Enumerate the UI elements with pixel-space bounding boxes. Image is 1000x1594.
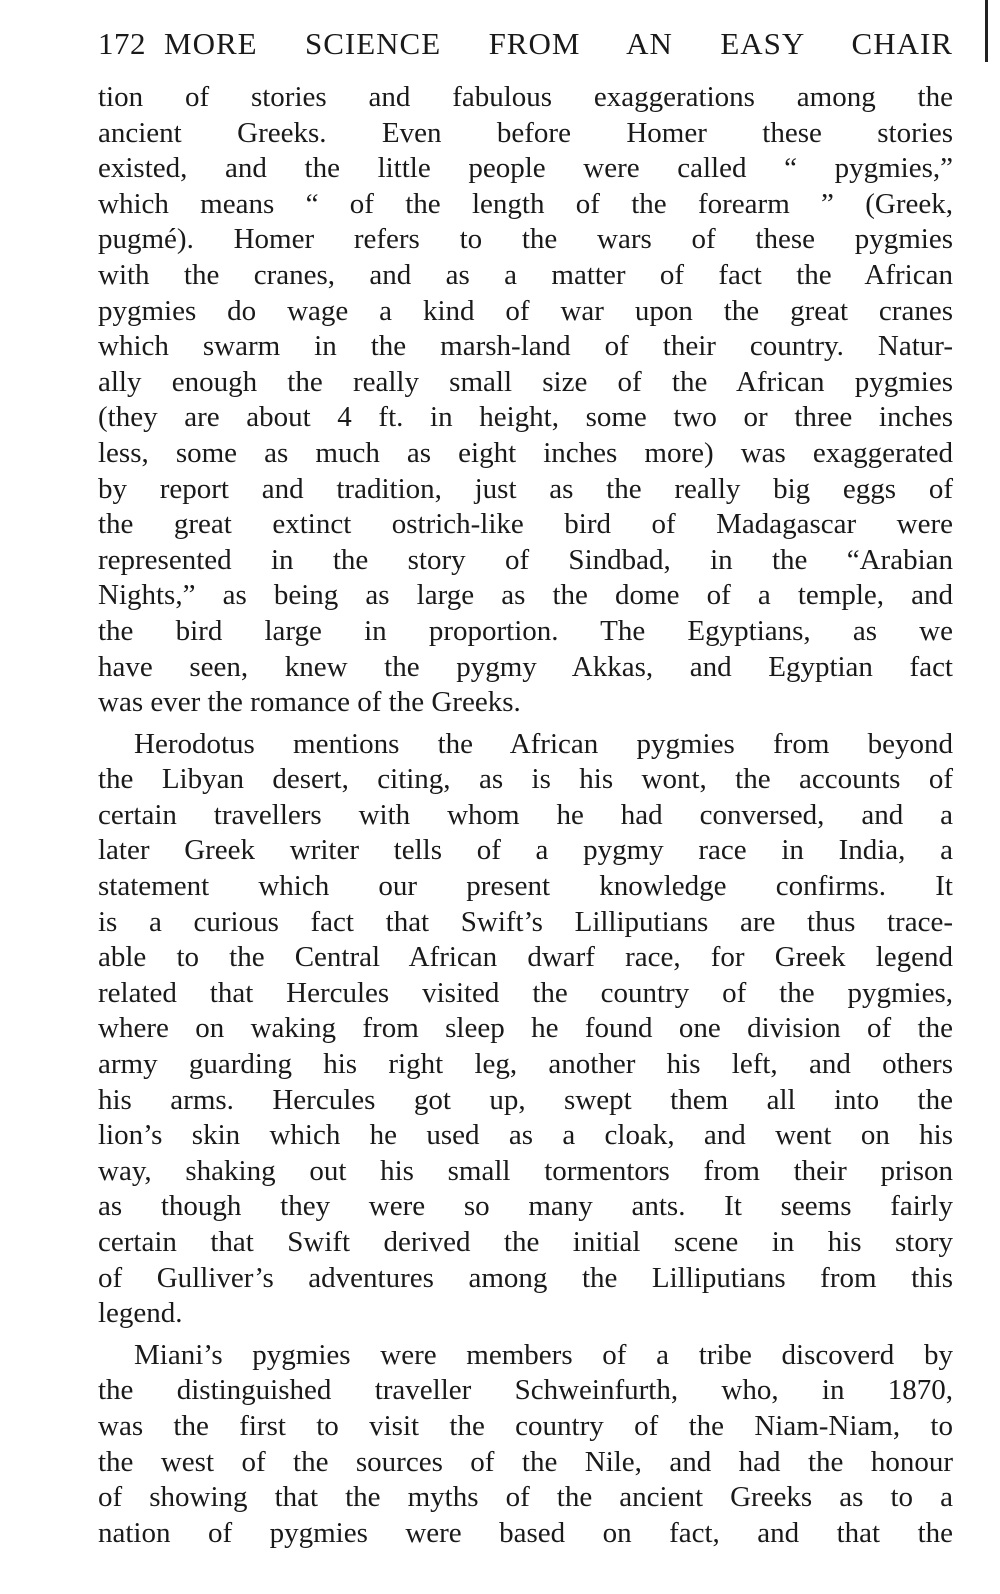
text-line: related that Hercules visited the country of the pygmies, (98, 976, 953, 1009)
text-line: Nights,” as being as large as the dome of a temple, and (98, 579, 953, 612)
text-line: lion’s skin which he used as a cloak, and went on his (98, 1119, 953, 1152)
text-line: existed, and the little people were called “ pygmies,” (98, 152, 953, 185)
text-line: represented in the story of Sindbad, in the “Arabian (98, 543, 953, 576)
text-line: where on waking from sleep he found one division of the (98, 1012, 953, 1045)
text-line: which swarm in the marsh-land of their country. Natur- (98, 330, 953, 363)
text-line: Miani’s pygmies were members of a tribe discoverd by (134, 1338, 953, 1371)
paragraph (98, 1338, 953, 1552)
text-line: by report and tradition, just as the really big eggs of (98, 472, 953, 505)
text-line: pugmé). Homer refers to the wars of these pygmies (98, 223, 953, 256)
text-line: of Gulliver’s adventures among the Lilliputians from this (98, 1261, 953, 1294)
page-header (98, 26, 953, 70)
paragraph (98, 80, 953, 721)
text-line: which means “ of the length of the forearm ” (Greek, (98, 187, 953, 220)
page-edge-rule (985, 0, 988, 62)
text-line: ally enough the really small size of the African pygmies (98, 365, 953, 398)
text-line: the great extinct ostrich-like bird of Madagascar were (98, 508, 953, 541)
text-line: pygmies do wage a kind of war upon the great cranes (98, 294, 953, 327)
text-line: certain that Swift derived the initial scene in his story (98, 1226, 953, 1258)
text-line: the distinguished traveller Schweinfurth, who, in 1870, (98, 1374, 953, 1407)
text-line: the bird large in proportion. The Egyptians, as we (98, 614, 953, 647)
text-line: able to the Central African dwarf race, for Greek legend (98, 941, 953, 974)
text-line: army guarding his right leg, another his left, and others (98, 1048, 953, 1081)
text-line: the west of the sources of the Nile, and had the honour (98, 1445, 953, 1478)
text-line: his arms. Hercules got up, swept them all into the (98, 1083, 953, 1116)
text-line: certain travellers with whom he had conversed, and a (98, 798, 953, 831)
text-line: was the first to visit the country of the Niam-Niam, to (98, 1409, 953, 1442)
text-line: with the cranes, and as a matter of fact the African (98, 258, 953, 291)
text-line: way, shaking out his small tormentors from their prison (98, 1154, 953, 1187)
text-line: (they are about 4 ft. in height, some two or three inches (98, 401, 953, 434)
text-line: have seen, knew the pygmy Akkas, and Egyptian fact (98, 650, 953, 683)
text-line: the Libyan desert, citing, as is his wont, the accounts of (98, 763, 953, 796)
text-line: was ever the romance of the Greeks. (98, 686, 521, 719)
text-line: is a curious fact that Swift’s Lilliputians are thus trace- (98, 905, 953, 938)
text-line: Herodotus mentions the African pygmies from beyond (134, 727, 953, 760)
text-line: tion of stories and fabulous exaggerations among the (98, 81, 953, 113)
text-line: less, some as much as eight inches more) was exaggerated (98, 436, 953, 469)
text-line: nation of pygmies were based on fact, and that the (98, 1516, 953, 1549)
page-number: 172 (98, 26, 146, 61)
text-line: legend. (98, 1297, 183, 1330)
text-line: ancient Greeks. Even before Homer these stories (98, 116, 953, 149)
text-line: statement which our present knowledge confirms. It (98, 870, 953, 903)
paragraph (98, 727, 953, 1332)
body-text (98, 80, 953, 1551)
text-line: later Greek writer tells of a pygmy race in India, a (98, 834, 953, 867)
text-line: as though they were so many ants. It seems fairly (98, 1190, 953, 1223)
text-line: of showing that the myths of the ancient Greeks as to a (98, 1481, 953, 1514)
running-head: MORE SCIENCE FROM AN EASY CHAIR (164, 26, 953, 61)
